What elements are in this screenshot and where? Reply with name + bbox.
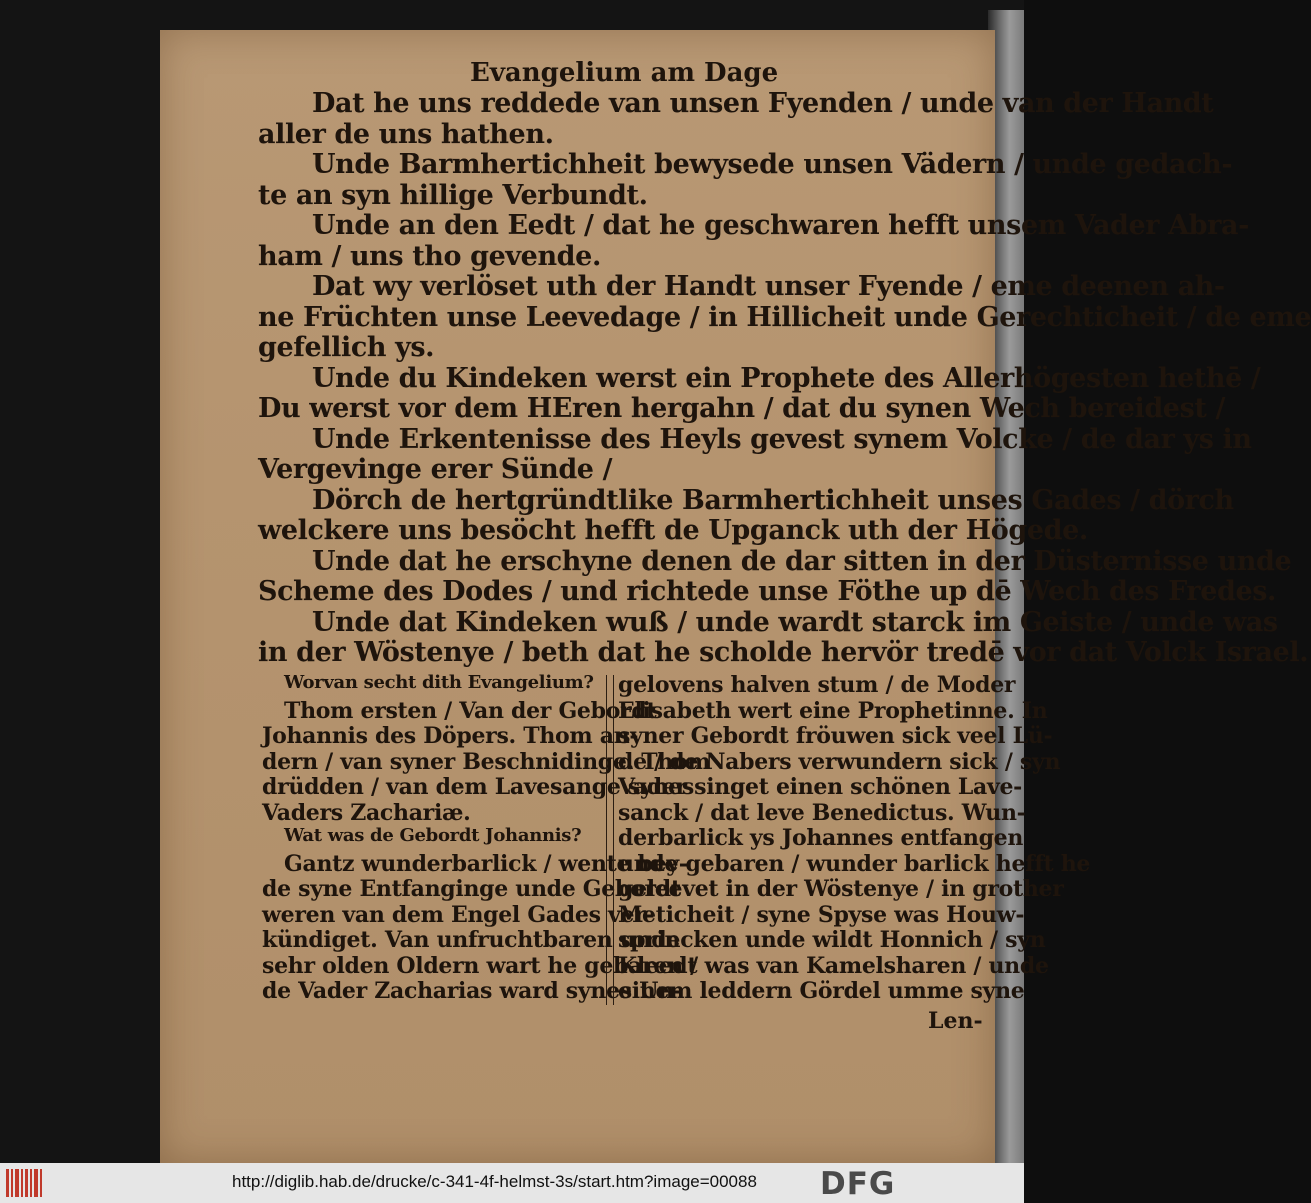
column-line: Elisabeth wert eine Prophetinne. In — [618, 697, 1048, 724]
column-line: Johannis des Döpers. Thom an- — [262, 723, 639, 749]
left-column — [262, 672, 711, 1012]
column-line: kündiget. Van unfruchtbaren unde — [262, 927, 681, 953]
column-line: syner Gebordt fröuwen sick veel Lü- — [618, 723, 1053, 749]
column-line: Vaders Zachariæ. — [262, 799, 471, 826]
catchword: Len- — [928, 1008, 983, 1034]
column-line: sprincken unde wildt Honnich / syn — [618, 927, 1046, 953]
column-line: de / de Nabers verwundern sick / syn — [618, 748, 1061, 775]
body-line: te an syn hillige Verbundt. — [258, 179, 648, 211]
viewer-footer — [0, 1163, 1024, 1203]
column-line: Wat was de Gebordt Johannis? — [284, 825, 582, 846]
body-line: Unde Barmhertichheit bewysede unsen Vädern / unde gedach- — [312, 149, 1233, 180]
column-line: Kleedt was van Kamelsharen / unde — [618, 952, 1049, 979]
column-line: sanck / dat leve Benedictus. Wun- — [618, 799, 1026, 826]
page-url[interactable]: http://diglib.hab.de/drucke/c-341-4f-helmst-3s/start.htm?image=00088 — [232, 1172, 757, 1191]
body-line: Unde dat he erschyne denen de dar sitten in der Düsternisse unde — [312, 545, 1292, 577]
column-line: derbarlick ys Johannes entfangen — [618, 825, 1024, 851]
body-line: Dat he uns reddede van unsen Fyenden / unde van der Handt — [312, 88, 1214, 119]
body-line: welckere uns besöcht hefft de Upganck uth der Högede. — [258, 515, 1088, 546]
column-line: Meticheit / syne Spyse was Houw- — [618, 901, 1025, 928]
body-line: Du werst vor dem HEren hergahn / dat du synen Wech bereidest / — [258, 393, 1225, 424]
column-line: geleevet in der Wöstenye / in grother — [618, 876, 1064, 902]
body-line: ham / uns tho gevende. — [258, 240, 601, 272]
column-line: gelovens halven stum / de Moder — [618, 672, 1016, 698]
body-line: ne Früchten unse Leevedage / in Hillicheit unde Gerechticheit / de eme — [258, 301, 1311, 333]
body-line: in der Wöstenye / beth dat he scholde hervör tredē vor dat Volck Israel. — [258, 637, 1309, 668]
body-line: Dörch de hertgründtlike Barmhertichheit unses Gades / dörch — [312, 484, 1234, 516]
column-line: drüdden / van dem Lavesange synes — [262, 774, 694, 800]
column-line: sehr olden Oldern wart he gebaren / — [262, 952, 698, 979]
body-line: Unde Erkentenisse des Heyls gevest synem Volcke / de dar ys in — [312, 423, 1252, 455]
body-line: Vergevinge erer Sünde / — [258, 454, 613, 485]
column-line: Worvan secht dith Evangelium? — [284, 672, 594, 693]
body-line: aller de uns hathen. — [258, 118, 554, 150]
body-line: Unde du Kindeken werst ein Prophete des Allerhögesten hethē / — [312, 362, 1261, 394]
barcode-icon — [6, 1169, 44, 1197]
dfg-logo: DFG — [820, 1166, 896, 1202]
body-line: Dat wy verlöset uth der Handt unser Fyende / eme deenen ah- — [312, 271, 1225, 302]
column-line: Vader singet einen schönen Lave- — [618, 774, 1023, 800]
body-line: Unde an den Eedt / dat he geschwaren hefft unsem Vader Abra- — [312, 210, 1249, 241]
body-line: Scheme des Dodes / und richtede unse Föthe up dē Wech des Fredes. — [258, 576, 1277, 607]
column-line: einem leddern Gördel umme syne — [618, 978, 1025, 1004]
body-text — [258, 88, 1311, 668]
body-line: gefellich ys. — [258, 332, 435, 363]
column-line: de Vader Zacharias ward synes Un- — [262, 978, 683, 1004]
column-line: weren van dem Engel Gades ver- — [262, 901, 655, 928]
right-column — [618, 672, 1091, 1012]
page-header: Evangelium am Dage — [470, 58, 779, 88]
column-line: dern / van syner Beschnidinge. Thom — [262, 748, 711, 775]
column-line: Thom ersten / Van der Gebordt — [284, 697, 657, 724]
body-line: Unde dat Kindeken wuß / unde wardt starck im Geiste / unde was — [312, 606, 1278, 638]
column-line: Gantz wunderbarlick / wente bey- — [284, 850, 688, 877]
column-divider — [606, 675, 614, 1005]
column-line: unde gebaren / wunder barlick hefft he — [618, 850, 1091, 877]
column-line: de syne Entfanginge unde Gebordt — [262, 876, 681, 902]
